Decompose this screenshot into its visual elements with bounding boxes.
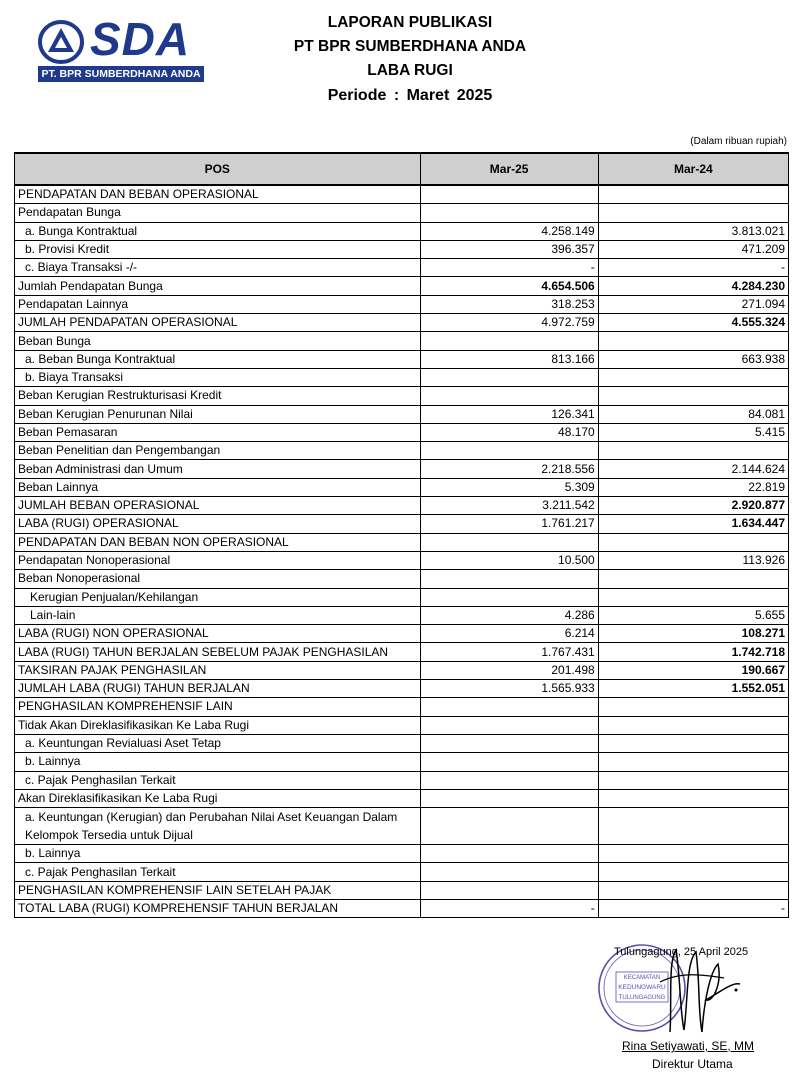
table-row (15, 332, 789, 350)
table-row (15, 698, 789, 716)
value-mar-24: 2.144.624 (598, 460, 788, 478)
row-label: Beban Lainnya (15, 478, 421, 496)
value-mar-24 (598, 442, 788, 460)
signature-place-date: Tulungagung, 25 April 2025 (614, 946, 749, 958)
value-mar-25 (420, 808, 598, 845)
value-mar-24: 84.081 (598, 405, 788, 423)
table-row (15, 405, 789, 423)
value-mar-24: 471.209 (598, 240, 788, 258)
value-mar-25 (420, 789, 598, 807)
value-mar-25: 813.166 (420, 350, 598, 368)
table-row (15, 423, 789, 441)
value-mar-25 (420, 185, 598, 204)
table-row (15, 368, 789, 386)
value-mar-25: 10.500 (420, 551, 598, 569)
row-label: c. Biaya Transaksi -/- (15, 259, 421, 277)
value-mar-25: 48.170 (420, 423, 598, 441)
table-row (15, 771, 789, 789)
signer-name: Rina Setiyawati, SE, MM (622, 1039, 755, 1053)
table-row (15, 185, 789, 204)
value-mar-25 (420, 845, 598, 863)
row-label: b. Lainnya (15, 753, 421, 771)
table-row (15, 478, 789, 496)
value-mar-24: 190.667 (598, 661, 788, 679)
value-mar-25: 1.565.933 (420, 680, 598, 698)
report-title-line3: LABA RUGI (367, 62, 453, 79)
row-label: b. Lainnya (15, 845, 421, 863)
value-mar-24 (598, 332, 788, 350)
table-row (15, 789, 789, 807)
value-mar-25 (420, 442, 598, 460)
income-statement-table (14, 152, 789, 918)
row-label: Tidak Akan Direklasifikasikan Ke Laba Rugi (15, 716, 421, 734)
value-mar-25 (420, 204, 598, 222)
logo-tagline: PT. BPR SUMBERDHANA ANDA (38, 66, 204, 82)
currency-unit-note: (Dalam ribuan rupiah) (690, 136, 787, 147)
value-mar-24 (598, 368, 788, 386)
table-row (15, 240, 789, 258)
table-row (15, 899, 789, 917)
row-label: LABA (RUGI) OPERASIONAL (15, 515, 421, 533)
value-mar-25 (420, 387, 598, 405)
value-mar-25: 318.253 (420, 295, 598, 313)
value-mar-24 (598, 185, 788, 204)
table-row (15, 625, 789, 643)
row-label: Jumlah Pendapatan Bunga (15, 277, 421, 295)
value-mar-25 (420, 881, 598, 899)
row-label: JUMLAH LABA (RUGI) TAHUN BERJALAN (15, 680, 421, 698)
row-label: b. Biaya Transaksi (15, 368, 421, 386)
table-row (15, 533, 789, 551)
table-row (15, 716, 789, 734)
row-label: LABA (RUGI) TAHUN BERJALAN SEBELUM PAJAK PENGHASILAN (15, 643, 421, 661)
signer-title: Direktur Utama (652, 1057, 733, 1071)
table-row (15, 442, 789, 460)
row-label: Pendapatan Bunga (15, 204, 421, 222)
row-label: a. Bunga Kontraktual (15, 222, 421, 240)
value-mar-25: 2.218.556 (420, 460, 598, 478)
value-mar-24 (598, 570, 788, 588)
value-mar-25: - (420, 899, 598, 917)
table-row (15, 570, 789, 588)
value-mar-25: 3.211.542 (420, 497, 598, 515)
table-row (15, 277, 789, 295)
row-label: c. Pajak Penghasilan Terkait (15, 771, 421, 789)
value-mar-24 (598, 771, 788, 789)
handwritten-signature (640, 942, 750, 1038)
table-header-row (15, 153, 789, 185)
value-mar-25 (420, 368, 598, 386)
row-label: a. Keuntungan (Kerugian) dan Perubahan Nilai Aset Keuangan Dalam Kelompok Tersedia untuk Dijual (15, 808, 421, 845)
value-mar-25 (420, 716, 598, 734)
value-mar-24: - (598, 259, 788, 277)
table-row (15, 515, 789, 533)
row-label: Pendapatan Nonoperasional (15, 551, 421, 569)
table-row (15, 881, 789, 899)
value-mar-24: 1.552.051 (598, 680, 788, 698)
value-mar-24 (598, 588, 788, 606)
value-mar-25: 4.286 (420, 606, 598, 624)
company-logo (38, 13, 204, 84)
value-mar-25: 5.309 (420, 478, 598, 496)
table-row (15, 460, 789, 478)
value-mar-24 (598, 881, 788, 899)
stamp-text-tulungagung: TULUNGAGUNG (618, 995, 666, 1001)
value-mar-25: - (420, 259, 598, 277)
value-mar-25: 396.357 (420, 240, 598, 258)
table-row (15, 204, 789, 222)
table-row (15, 222, 789, 240)
value-mar-24 (598, 845, 788, 863)
row-label: JUMLAH BEBAN OPERASIONAL (15, 497, 421, 515)
value-mar-24 (598, 789, 788, 807)
report-title-line1: LAPORAN PUBLIKASI (327, 14, 493, 31)
row-label: TOTAL LABA (RUGI) KOMPREHENSIF TAHUN BERJALAN (15, 899, 421, 917)
value-mar-25: 4.654.506 (420, 277, 598, 295)
stamp-text-kedungwaru: KEDUNGWARU (618, 984, 666, 991)
value-mar-24 (598, 698, 788, 716)
row-label: TAKSIRAN PAJAK PENGHASILAN (15, 661, 421, 679)
value-mar-24: 5.655 (598, 606, 788, 624)
row-label: Lain-lain (15, 606, 421, 624)
column-header-mar-25: Mar-25 (420, 153, 598, 185)
table-row (15, 295, 789, 313)
table-row (15, 387, 789, 405)
table-row (15, 350, 789, 368)
row-label: b. Provisi Kredit (15, 240, 421, 258)
value-mar-24: 2.920.877 (598, 497, 788, 515)
value-mar-24: 663.938 (598, 350, 788, 368)
value-mar-24: 22.819 (598, 478, 788, 496)
row-label: Pendapatan Lainnya (15, 295, 421, 313)
value-mar-24: 1.634.447 (598, 515, 788, 533)
table-row (15, 551, 789, 569)
value-mar-24: 4.555.324 (598, 314, 788, 332)
stamp-text-kecamatan: KECAMATAN (623, 975, 661, 981)
row-label: LABA (RUGI) NON OPERASIONAL (15, 625, 421, 643)
value-mar-24 (598, 863, 788, 881)
table-row (15, 259, 789, 277)
table-row (15, 845, 789, 863)
value-mar-25: 1.767.431 (420, 643, 598, 661)
value-mar-24: 5.415 (598, 423, 788, 441)
sda-emblem-icon (38, 20, 84, 64)
value-mar-24 (598, 734, 788, 752)
value-mar-24: - (598, 899, 788, 917)
row-label: Akan Direklasifikasikan Ke Laba Rugi (15, 789, 421, 807)
table-row (15, 680, 789, 698)
value-mar-25 (420, 771, 598, 789)
value-mar-25 (420, 698, 598, 716)
value-mar-24: 271.094 (598, 295, 788, 313)
row-label: Beban Kerugian Penurunan Nilai (15, 405, 421, 423)
value-mar-25: 126.341 (420, 405, 598, 423)
value-mar-25 (420, 570, 598, 588)
value-mar-25: 4.258.149 (420, 222, 598, 240)
table-row (15, 606, 789, 624)
value-mar-25: 201.498 (420, 661, 598, 679)
row-label: Beban Penelitian dan Pengembangan (15, 442, 421, 460)
row-label: Kerugian Penjualan/Kehilangan (15, 588, 421, 606)
logo-wordmark: SDA (90, 13, 191, 65)
value-mar-24: 1.742.718 (598, 643, 788, 661)
value-mar-25 (420, 332, 598, 350)
row-label: Beban Kerugian Restrukturisasi Kredit (15, 387, 421, 405)
value-mar-25 (420, 533, 598, 551)
value-mar-24: 108.271 (598, 625, 788, 643)
table-row (15, 661, 789, 679)
value-mar-24 (598, 387, 788, 405)
report-title-line2: PT BPR SUMBERDHANA ANDA (293, 38, 527, 55)
row-label: PENGHASILAN KOMPREHENSIF LAIN (15, 698, 421, 716)
value-mar-25 (420, 734, 598, 752)
value-mar-24: 113.926 (598, 551, 788, 569)
value-mar-25: 1.761.217 (420, 515, 598, 533)
value-mar-25 (420, 753, 598, 771)
table-row (15, 497, 789, 515)
report-period: Periode : Maret 2025 (327, 87, 493, 104)
value-mar-25 (420, 863, 598, 881)
row-label: PENDAPATAN DAN BEBAN NON OPERASIONAL (15, 533, 421, 551)
value-mar-24: 3.813.021 (598, 222, 788, 240)
row-label: PENDAPATAN DAN BEBAN OPERASIONAL (15, 185, 421, 204)
column-header-mar-24: Mar-24 (598, 153, 788, 185)
row-label: Beban Bunga (15, 332, 421, 350)
value-mar-25 (420, 588, 598, 606)
row-label: c. Pajak Penghasilan Terkait (15, 863, 421, 881)
value-mar-24 (598, 204, 788, 222)
row-label: JUMLAH PENDAPATAN OPERASIONAL (15, 314, 421, 332)
value-mar-24 (598, 716, 788, 734)
value-mar-24 (598, 753, 788, 771)
row-label: Beban Nonoperasional (15, 570, 421, 588)
table-row (15, 734, 789, 752)
value-mar-24 (598, 533, 788, 551)
value-mar-24 (598, 808, 788, 845)
table-row (15, 863, 789, 881)
table-row (15, 588, 789, 606)
row-label: a. Keuntungan Revialuasi Aset Tetap (15, 734, 421, 752)
row-label: Beban Administrasi dan Umum (15, 460, 421, 478)
value-mar-24: 4.284.230 (598, 277, 788, 295)
table-row (15, 314, 789, 332)
table-row (15, 808, 789, 845)
value-mar-25: 4.972.759 (420, 314, 598, 332)
row-label: PENGHASILAN KOMPREHENSIF LAIN SETELAH PAJAK (15, 881, 421, 899)
table-row (15, 753, 789, 771)
row-label: Beban Pemasaran (15, 423, 421, 441)
column-header-pos: POS (15, 153, 421, 185)
table-row (15, 643, 789, 661)
row-label: a. Beban Bunga Kontraktual (15, 350, 421, 368)
value-mar-25: 6.214 (420, 625, 598, 643)
